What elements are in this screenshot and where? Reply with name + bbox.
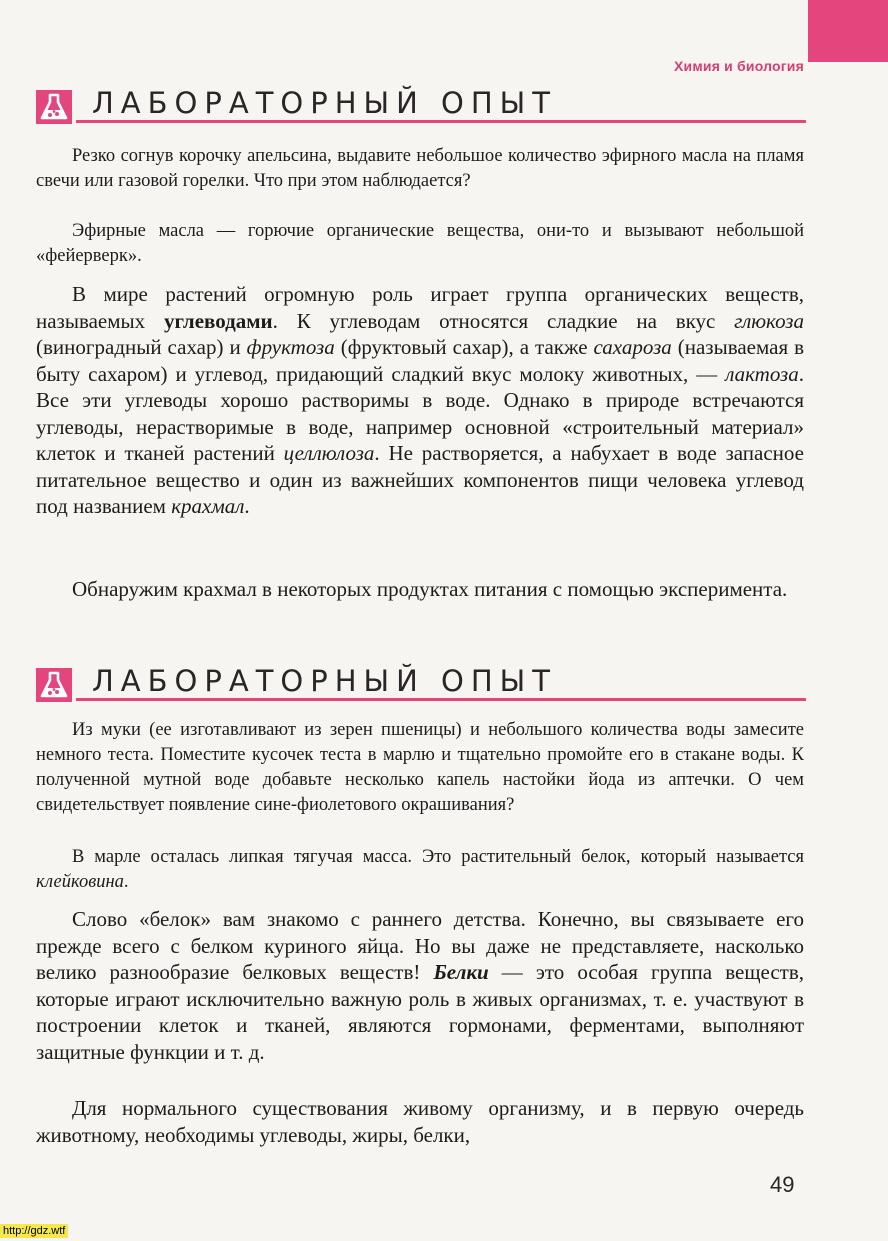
running-head: Химия и биология [674,58,804,74]
starch-intro-paragraph: Обнаружим крахмал в некоторых продуктах питания с помощью эксперимента. [72,577,788,601]
header-rule [76,120,806,123]
lab-title: ЛАБОРАТОРНЫЙ ОПЫТ [92,664,557,698]
header-rule [76,698,806,701]
proteins-paragraph: Слово «белок» вам знакомо с раннего детства. Конечно, вы связываете его прежде всего с белком куриного яйца. Но вы даже не представляете, насколько велико разнообразие белковых веществ! Белки — это особая группа веществ, которые играют исключительно важную роль в живых организмах, т. е. участвуют в построении клеток и тканей, являются гормонами, ферментами, выполняют защитные функции и т. д. [36,907,804,1064]
lab-title: ЛАБОРАТОРНЫЙ ОПЫТ [92,86,557,120]
lab2-explanation: В марле осталась липкая тягучая масса. Это растительный белок, который называется клейковина. [36,847,804,892]
lab-header-1 [36,86,806,126]
page-number: 49 [770,1172,795,1197]
lab1-instruction: Резко согнув корочку апельсина, выдавите небольшое количество эфирного масла на пламя свечи или газовой горелки. Что при этом наблюдается? [36,146,804,191]
nutrition-paragraph: Для нормального существования живому организму, и в первую очередь животному, необходимы углеводы, жиры, белки, [36,1096,804,1147]
flask-icon [36,668,72,702]
carbohydrates-paragraph: В мире растений огромную роль играет группа органических веществ, называемых углеводами. К углеводам относятся сладкие на вкус глюкоза (виноградный сахар) и фруктоза (фруктовый сахар), а также сахароза (называемая в быту сахаром) и углевод, придающий сладкий вкус молоку животных, — лактоза. Все эти углеводы хорошо растворимы в воде. Однако в природе встречаются углеводы, нерастворимые в воде, например основной «строительный материал» клеток и тканей растений целлюлоза. Не растворяется, а набухает в воде запасное питательное вещество и один из важнейших компонентов пищи человека углевод под названием крахмал. [36,282,804,518]
watermark-link[interactable]: http://gdz.wtf [0,1224,68,1238]
lab2-instruction: Из муки (ее изготавливают из зерен пшеницы) и небольшого количества воды замесите немного теста. Поместите кусочек теста в марлю и тщательно промойте его в стакане воды. К полученной мутной воде добавьте несколько капель настойки йода из аптечки. О чем свидетельствует появление сине-фиолетового окрашивания? [36,720,804,815]
lab1-explanation: Эфирные масла — горючие органические вещества, они-то и вызывают небольшой «фейерверк». [36,221,804,266]
corner-color-tab [808,0,888,62]
flask-icon [36,90,72,124]
lab-header-2 [36,664,806,704]
